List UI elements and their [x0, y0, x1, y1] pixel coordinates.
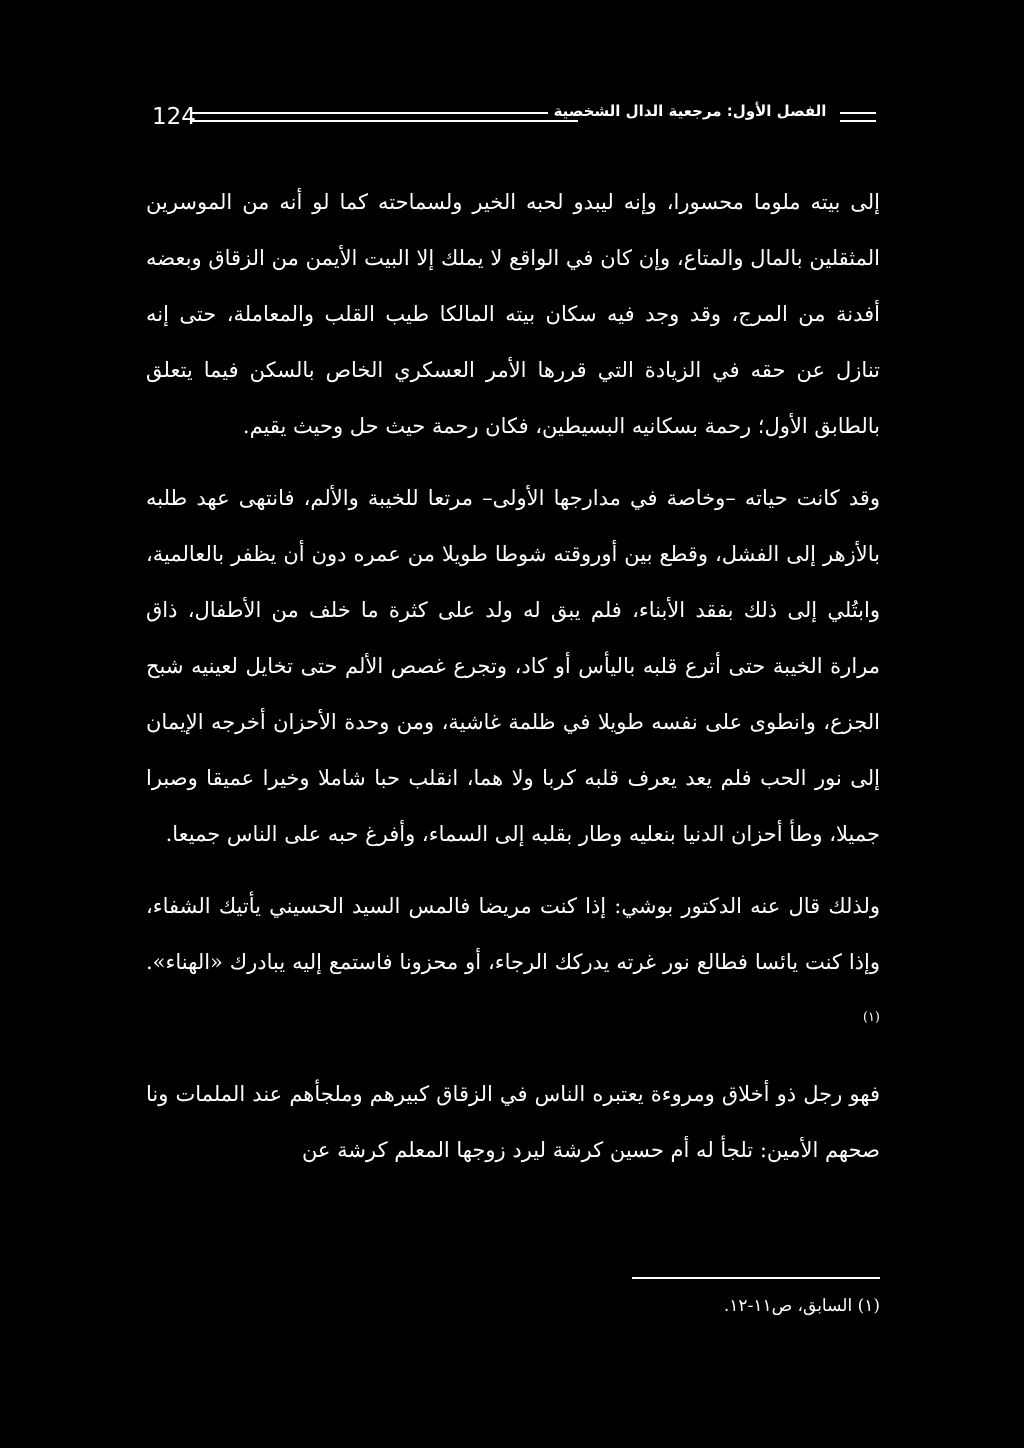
header-rule-left [190, 112, 578, 122]
footnote-separator [632, 1277, 880, 1279]
paragraph-1: إلى بيته ملوما محسورا، وإنه ليبدو لحبه الخير ولسماحته كما لو أنه من الموسرين المثقلين بالمال والمتاع، وإن كان في الواقع لا يملك إلا البيت الأيمن من الزقاق وبعضه أفدنة من المرج، وقد وجد فيه سكان بيته المالكا طيب القلب والمعاملة، حتى إنه تنازل عن حقه في الزيادة التي قررها الأمر العسكري الخاص بالسكن فيما يتعلق بالطابق الأول؛ رحمة بسكانيه البسيطين، فكان رحمة حيث حل وحيث يقيم. [146, 190, 880, 438]
page-header [140, 96, 880, 140]
footnote-marker: (١) [862, 1010, 880, 1025]
body-text [146, 174, 880, 1194]
paragraph-3 [146, 878, 880, 1050]
paragraph-3-text: ولذلك قال عنه الدكتور بوشي: إذا كنت مريضا فالمس السيد الحسيني يأتيك الشفاء، وإذا كنت يائسا فطالع نور غرته يدركك الرجاء، أو محزونا فاستمع إليه يبادرك «الهناء». [146, 894, 880, 974]
chapter-title: الفصل الأول: مرجعية الدال الشخصية [548, 102, 832, 120]
header-rule-right [840, 112, 876, 122]
page-number: 124 [152, 104, 196, 130]
footnote: (١) السابق، ص١١-١٢. [723, 1296, 880, 1316]
paragraph-2: وقد كانت حياته –وخاصة في مدارجها الأولى– مرتعا للخيبة والألم، فانتهى عهد طلبه بالأزهر إلى الفشل، وقطع بين أوروقته شوطا طويلا من عمره دون أن يظفر بالعالمية، وابتُلي إلى ذلك بفقد الأبناء، فلم يبق له ولد على كثرة ما خلف من الأطفال، ذاق مرارة الخيبة حتى أترع قلبه باليأس أو كاد، وتجرع غصص الألم حتى تخايل لعينيه شبح الجزع، وانطوى على نفسه طويلا في ظلمة غاشية، ومن وحدة الأحزان أخرجه الإيمان إلى نور الحب فلم يعد يعرف قلبه كربا ولا هما، انقلب حبا شاملا وخيرا عميقا وصبرا جميلا، وطأ أحزان الدنيا بنعليه وطار بقلبه إلى السماء، وأفرغ حبه على الناس جميعا. [146, 486, 880, 846]
paragraph-4: فهو رجل ذو أخلاق ومروءة يعتبره الناس في الزقاق كبيرهم وملجأهم عند الملمات ونا صحهم الأمين: تلجأ له أم حسين كرشة ليرد زوجها المعلم كرشة عن [146, 1082, 880, 1162]
